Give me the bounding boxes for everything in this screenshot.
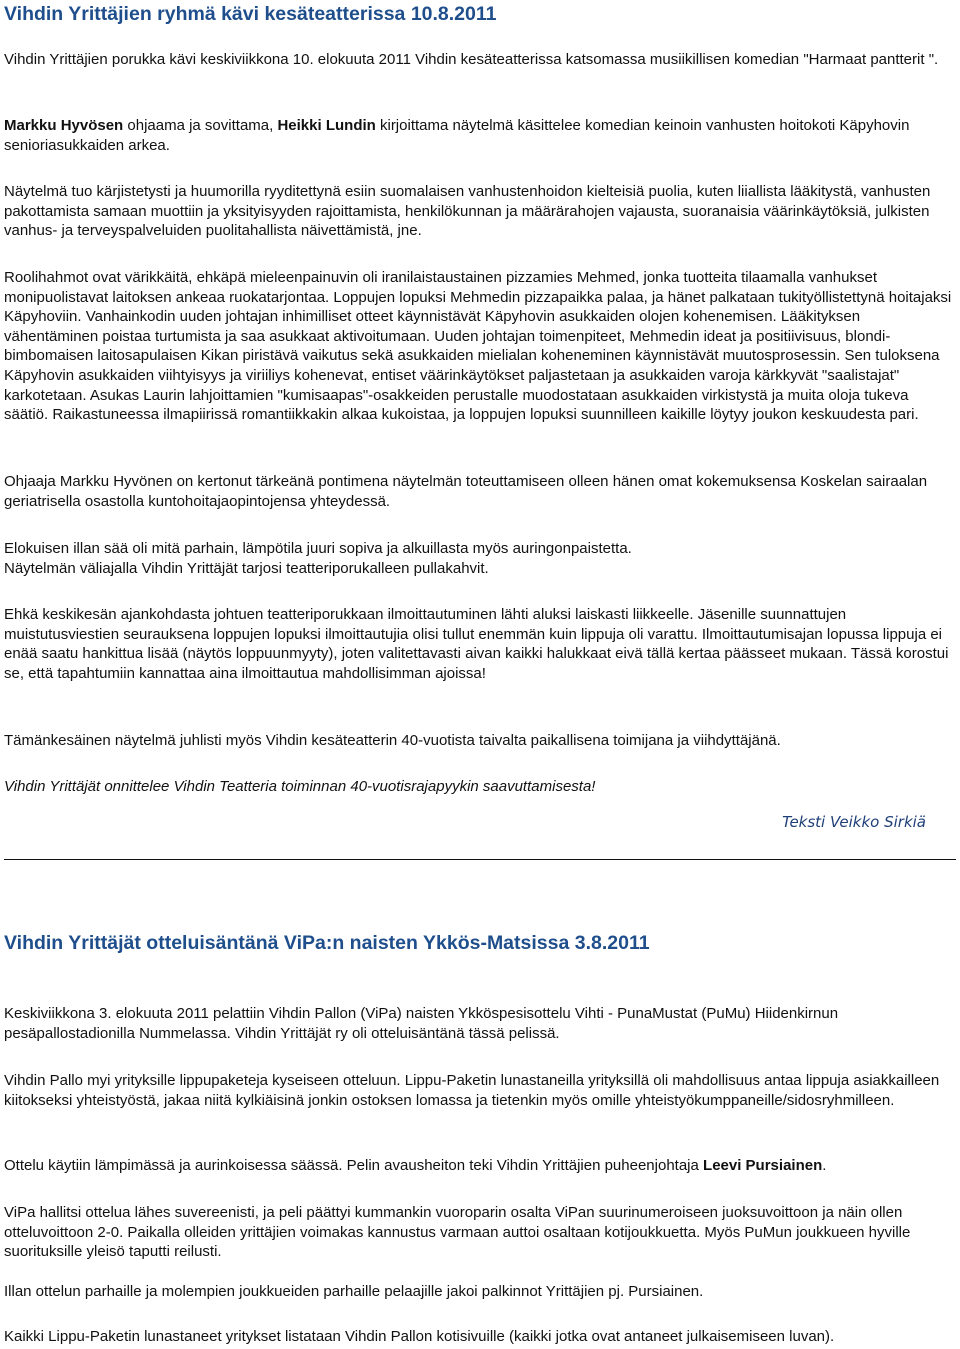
chairman-name: Leevi Pursiainen: [703, 1157, 823, 1174]
article-2-title: Vihdin Yrittäjät otteluisäntänä ViPa:n naisten Ykkös-Matsissa 3.8.2011: [4, 932, 650, 954]
article-1-paragraph-5: Ohjaaja Markku Hyvönen on kertonut tärkeänä pontimena näytelmän toteuttamiseen olleen hänen omat kokemuksensa Koskelan sairaalan geriatrisella osastolla kuntohoitajaopintojensa yhteydessä.: [4, 473, 928, 510]
paragraph-text: .: [822, 1157, 827, 1174]
article-1-paragraph-1: Vihdin Yrittäjien porukka kävi keskiviikkona 10. elokuuta 2011 Vihdin kesäteatterissa katsomassa musiikillisen komedian "Harmaat pantterit ".: [4, 51, 939, 68]
article-2-paragraph-1: Keskiviikkona 3. elokuuta 2011 pelattiin Vihdin Pallon (ViPa) naisten Ykköspesisottelu Vihti - PunaMustat (PuMu) Hiidenkirnun pesäpallostadionilla Nummelassa. Vihdin Yrittäjät ry oli otteluisäntänä tässä pelissä.: [4, 1005, 839, 1042]
article-1-paragraph-3: Näytelmä tuo kärjistetysti ja huumorilla ryyditettynä esiin suomalaisen vanhustenhoidon kielteisiä puolia, kuten liiallista lääkitystä, vanhusten pakottamista samaan muottiin ja yksityisyyden rajoittamista, henkilökunnan ja määrärahojen vajausta, suoranaisia väärinkäytöksiä, julkisten vanhus- ja terveyspalveluiden puolitahallista näivettämistä, jne.: [4, 183, 931, 240]
paragraph-line: Elokuisen illan sää oli mitä parhain, lämpötila juuri sopiva ja alkuillasta myös auringonpaistetta.: [4, 540, 632, 557]
author-name: Heikki Lundin: [277, 117, 376, 134]
article-2-paragraph-5: Illan ottelun parhaille ja molempien joukkueiden parhaille pelaajille jakoi palkinnot Yrittäjien pj. Pursiainen.: [4, 1283, 704, 1300]
author-signature: Teksti Veikko Sirkiä: [782, 813, 926, 831]
director-name: Markku Hyvösen: [4, 117, 124, 134]
congratulation-text: Vihdin Yrittäjät onnittelee Vihdin Teatteria toiminnan 40-vuotisrajapyykin saavuttamisesta!: [4, 778, 596, 795]
paragraph-line: Näytelmän väliajalla Vihdin Yrittäjät tarjosi teatteriporukalleen pullakahvit.: [4, 559, 489, 577]
article-1-paragraph-2: [4, 116, 956, 155]
article-2-paragraph-6: Kaikki Lippu-Paketin lunastaneet yritykset listataan Vihdin Pallon kotisivuille (kaikki jotka ovat antaneet julkaisemiseen luvan).: [4, 1328, 835, 1345]
paragraph-text: kirjoittama näytelmä käsittelee komedian keinoin vanhusten hoitokoti Käpyhovin senioriasukkaiden arkea.: [4, 117, 910, 154]
article-2-paragraph-4: ViPa hallitsi ottelua lähes suvereenisti, ja peli päättyi kummankin vuoroparin osalta ViPan suurinumeroiseen juoksuvoittoon ja näin ollen otteluvoittoon 2-0. Paikalla olleiden yrittäjien voimakas kannustus varmaan auttoi osaltaan kotijoukkuetta. Myös PuMun joukkueen hyville suorituksille yleisö taputti reilusti.: [4, 1204, 911, 1261]
section-divider: [4, 859, 956, 860]
paragraph-text: Ottelu käytiin lämpimässä ja aurinkoisessa säässä. Pelin avausheiton teki Vihdin Yrittäjien puheenjohtaja: [4, 1157, 704, 1174]
article-2-paragraph-3: [4, 1156, 956, 1176]
article-1-paragraph-8: Tämänkesäinen näytelmä juhlisti myös Vihdin kesäteatterin 40-vuotista taivalta paikallisena toimijana ja viihdyttäjänä.: [4, 732, 781, 749]
article-1-paragraph-7: Ehkä keskikesän ajankohdasta johtuen teatteriporukkaan ilmoittautuminen lähti aluksi laiskasti liikkeelle. Jäsenille suunnattujen muistutusviestien seurauksena loppujen lopuksi ilmoittautujia olisi tullut enemmän kuin lippuja oli varattu. Ilmoittautumisajan lopussa lippuja ei enää saatu hankittua lisää (näytös loppuunmyyty), joten valitettavasti aivan kaikki halukkaat eivä tällä kertaa päässeet mukaan. Tässä korostui se, että tapahtumiin kannattaa aina ilmoittautua mahdollisimman ajoissa!: [4, 606, 949, 682]
article-1-title: Vihdin Yrittäjien ryhmä kävi kesäteatterissa 10.8.2011: [4, 3, 497, 25]
article-2-paragraph-2: Vihdin Pallo myi yrityksille lippupaketeja kyseiseen otteluun. Lippu-Paketin lunastaneilla yrityksillä oli mahdollisuus antaa lippuja asiakkailleen kiitokseksi yhteistyöstä, jakaa niitä kylkiäisinä jonkin ostoksen lomassa ja tietenkin myös omille yhteistyökumppaneille/sidosryhmilleen.: [4, 1072, 940, 1109]
article-1-closing-line: [4, 777, 956, 797]
paragraph-text: ohjaama ja sovittama,: [123, 117, 278, 134]
article-1-paragraph-4: Roolihahmot ovat värikkäitä, ehkäpä mieleenpainuvin oli iranilaistaustainen pizzamies Mehmed, jonka tuotteita tilaamalla vanhukset monipuolistavat laitoksen ankeaa ruokatarjontaa. Loppujen lopuksi Mehmedin pizzapaikka palaa, ja hänet palkataan tukityöllistettynä hoitajaksi Käpyhoviin. Vanhainkodin uuden johtajan inhimilliset otteet käynnistävät Käpyhovin asukkaiden olojen kohenemisen. Lääkityksen vähentäminen poistaa turtumista ja saa asukkaat aktivoitumaan. Uuden johtajan toimenpiteet, Mehmedin ideat ja positiivisuus, blondi-bimbomaisen laitosapulaisen Kikan piristävä vaikutus sekä asukkaiden mielialan koheneminen käynnistävät muutosprosessin. Sen tuloksena Käpyhovin asukkaiden viihtyisyys ja viriiliys kohenevat, entiset väärinkäytökset paljastetaan ja asukkaiden varoja kärkkyvät "saalistajat" karkotetaan. Asukas Laurin lahjoittamien "kumisaapas"-osakkeiden perustalle muodostataan asukkaiden virkistystä ja muita oloja tukeva säätiö. Raikastuneessa ilmapiirissä romantiikkakin alkaa kukoistaa, ja loppujen lopuksi suunnilleen kaikille löytyy joukon keskuudesta pari.: [4, 269, 952, 424]
article-1-paragraph-6: [4, 539, 956, 578]
